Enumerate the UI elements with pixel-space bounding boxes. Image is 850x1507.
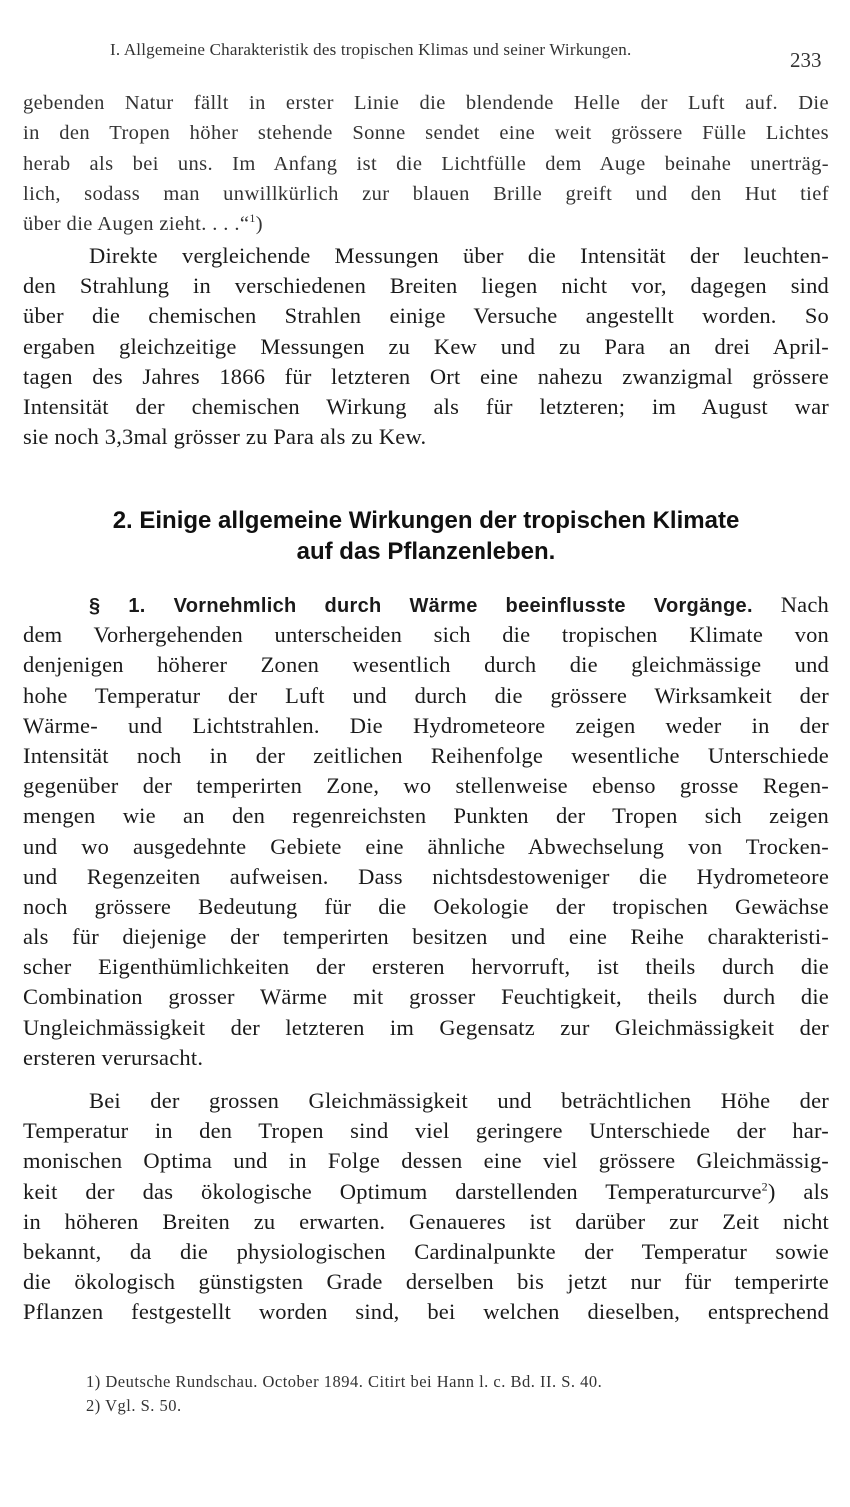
text-line: ersteren verursacht. [23, 1044, 204, 1070]
text-line: die ökologisch günstigsten Grade derselben bis jetzt nur für temperirte [23, 1269, 829, 1295]
text-line: Intensität der chemischen Wirkung als für letzteren; im August war [23, 393, 829, 419]
footnote-mark: 1) [86, 1372, 101, 1391]
text-line: in den Tropen höher stehende Sonne sendet eine weit grössere Fülle Lichtes [23, 122, 829, 145]
footnote-mark: 2) [86, 1396, 101, 1415]
text-line: ergaben gleichzeitige Messungen zu Kew und zu Para an drei April- [23, 333, 829, 359]
text-line: monischen Optima und in Folge dessen eine viel grössere Gleichmässig- [23, 1148, 829, 1174]
text-line: Wärme- und Lichtstrahlen. Die Hydrometeore zeigen weder in der [23, 712, 829, 738]
text-line: bekannt, da die physiologischen Cardinalpunkte der Temperatur sowie [23, 1238, 829, 1264]
text-line: über die chemischen Strahlen einige Versuche angestellt worden. So [23, 303, 829, 329]
footnote [86, 1394, 826, 1418]
footnote-ref: 2 [761, 1179, 768, 1194]
text-line [23, 1177, 829, 1207]
ref-line-text: keit der das ökologische Optimum darstellenden Temperaturcurve [23, 1178, 762, 1204]
text-line: Bei der grossen Gleichmässigkeit und beträchtlichen Höhe der [89, 1088, 829, 1113]
text-line: noch grössere Bedeutung für die Oekologie der tropischen Gewächse [23, 893, 829, 919]
footnote-text: Deutsche Rundschau. October 1894. Citirt bei Hann l. c. Bd. II. S. 40. [105, 1372, 603, 1391]
text-line: Combination grosser Wärme mit grosser Feuchtigkeit, theils durch die [23, 984, 829, 1010]
text-line: gegenüber der temperirten Zone, wo stellenweise ebenso grosse Regen- [23, 773, 829, 799]
text-line: herab als bei uns. Im Anfang ist die Lichtfülle dem Auge beinahe unerträg- [23, 152, 829, 175]
quote-paragraph [23, 88, 829, 239]
ref-line-text-end: ) als [767, 1178, 829, 1204]
text-line [23, 209, 829, 239]
text-line: sie noch 3,3mal grösser zu Para als zu Kew. [23, 424, 427, 450]
subsection-first-word: Nach [780, 592, 829, 617]
footnote-ref: 1 [249, 211, 256, 226]
text-line: und wo ausgedehnte Gebiete eine ähnliche Abwechselung von Trocken- [23, 833, 829, 859]
section-heading [23, 505, 829, 567]
text-line: in höheren Breiten zu erwarten. Genaueres ist darüber zur Zeit nicht [23, 1208, 829, 1234]
page-number: 233 [790, 48, 822, 72]
measurement-paragraph [23, 241, 829, 452]
text-line: mengen wie an den regenreichsten Punkten der Tropen sich zeigen [23, 803, 829, 829]
text-line: gebenden Natur fällt in erster Linie die blendende Helle der Luft auf. Die [23, 92, 829, 114]
text-line: Ungleichmässigkeit der letzteren im Gegensatz zur Gleichmässigkeit der [23, 1014, 829, 1040]
text-line: denjenigen höherer Zonen wesentlich durch die gleichmässige und [23, 652, 829, 678]
optima-paragraph [23, 1086, 829, 1328]
footnote [86, 1370, 826, 1394]
text-line: Pflanzen festgestellt worden sind, bei welchen dieselben, entsprechend [23, 1299, 829, 1325]
text-line: lich, sodass man unwillkürlich zur blauen Brille greift und den Hut tief [23, 182, 829, 205]
text-line: Temperatur in den Tropen sind viel geringere Unterschiede der har- [23, 1118, 829, 1144]
section-heading-line: 2. Einige allgemeine Wirkungen der tropischen Klimate [112, 507, 740, 534]
text-line: Direkte vergleichende Messungen über die Intensität der leuchten- [89, 243, 829, 268]
footnote-text: Vgl. S. 50. [105, 1396, 182, 1415]
text-line: als für diejenige der temperirten besitzen und eine Reihe charakteristi- [23, 924, 829, 950]
text-line: den Strahlung in verschiedenen Breiten liegen nicht vor, dagegen sind [23, 273, 829, 299]
text-line: scher Eigenthümlichkeiten der ersteren hervorruft, ist theils durch die [23, 954, 829, 980]
text-line: dem Vorhergehenden unterscheiden sich die tropischen Klimate von [23, 622, 829, 648]
footnotes [86, 1370, 826, 1418]
text-line [23, 590, 829, 620]
text-line: Intensität noch in der zeitlichen Reihenfolge wesentliche Unterschiede [23, 742, 829, 768]
running-header: I. Allgemeine Charakteristik des tropischen Klimas und seiner Wirkungen. [110, 40, 632, 59]
subsection-paragraph [23, 590, 829, 1073]
footnote-ref-paren: ) [255, 213, 264, 236]
subsection-title: § 1. Vornehmlich durch Wärme beeinflusste Vorgänge. [89, 595, 753, 617]
section-heading-line: auf das Pflanzenleben. [296, 538, 556, 565]
quote-end-text: über die Augen zieht. . . .“ [23, 213, 250, 236]
text-line: hohe Temperatur der Luft und durch die grössere Wirksamkeit der [23, 682, 829, 708]
text-line: tagen des Jahres 1866 für letzteren Ort eine nahezu zwanzigmal grössere [23, 363, 829, 389]
text-line: und Regenzeiten aufweisen. Dass nichtsdestoweniger die Hydrometeore [23, 863, 829, 889]
